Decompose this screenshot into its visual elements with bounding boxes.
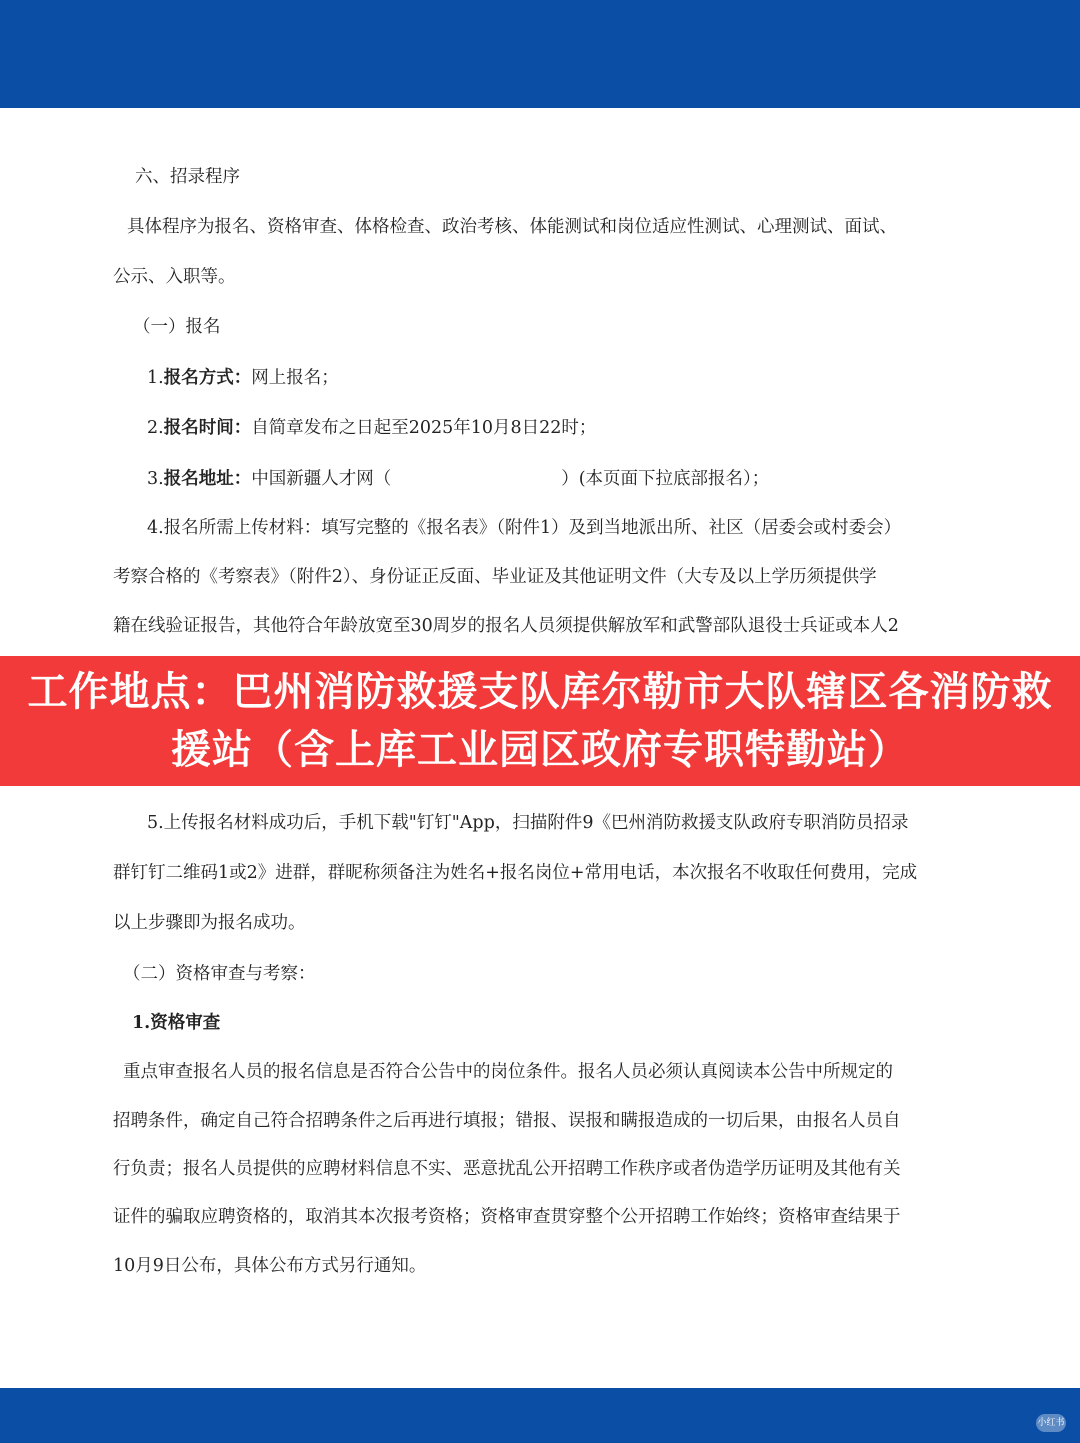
procedure-line-1: 具体程序为报名、资格审查、体格检查、政治考核、体能测试和岗位适应性测试、心理测试、面试、	[127, 217, 897, 237]
item-label: 报名时间：	[163, 418, 252, 438]
work-location-banner	[0, 656, 1080, 786]
review-line-3: 行负责；报名人员提供的应聘材料信息不实、恶意扰乱公开招聘工作秩序或者伪造学历证明及其他有关	[113, 1159, 901, 1179]
watermark-logo: 小红书	[1036, 1414, 1066, 1432]
item-text-a: 中国新疆人才网（	[251, 469, 392, 489]
review-line-1: 重点审查报名人员的报名信息是否符合公告中的岗位条件。报名人员必须认真阅读本公告中所规定的	[123, 1062, 893, 1082]
item-number: 1.	[147, 368, 164, 388]
bottom-blue-bar	[0, 1388, 1080, 1443]
procedure-line-2: 公示、入职等。	[113, 267, 236, 287]
subsection-registration-title: （一）报名	[133, 317, 221, 337]
item-text-b: ）(本页面下拉底部报名）；	[561, 469, 770, 489]
item-upload-line-1: 5.上传报名材料成功后，手机下载"钉钉"App，扫描附件9《巴州消防救援支队政府专职消防员招录	[147, 813, 909, 833]
item-upload-line-2: 群钉钉二维码1或2》进群，群昵称须备注为姓名+报名岗位+常用电话，本次报名不收取任何费用，完成	[113, 863, 918, 883]
review-line-2: 招聘条件，确定自己符合招聘条件之后再进行填报；错报、误报和瞒报造成的一切后果，由报名人员自	[113, 1111, 901, 1131]
item-materials-line-1: 4.报名所需上传材料：填写完整的《报名表》（附件1）及到当地派出所、社区（居委会或村委会）	[147, 518, 902, 538]
review-line-5: 10月9日公布，具体公布方式另行通知。	[113, 1256, 427, 1276]
section-title: 六、招录程序	[135, 167, 240, 187]
item-materials-line-2: 考察合格的《考察表》（附件2）、身份证正反面、毕业证及其他证明文件（大专及以上学历须提供学	[113, 567, 877, 587]
review-heading: 1.资格审查	[132, 1013, 221, 1033]
item-label: 报名地址：	[163, 469, 252, 489]
subsection-review-title: （二）资格审查与考察：	[123, 964, 316, 984]
item-materials-line-3: 籍在线验证报告，其他符合年龄放宽至30周岁的报名人员须提供解放军和武警部队退役士兵证或本人2	[113, 616, 899, 636]
item-number: 3.	[147, 469, 164, 489]
top-blue-bar	[0, 0, 1080, 108]
banner-line-1: 工作地点：巴州消防救援支队库尔勒市大队辖区各消防救	[27, 669, 1053, 715]
item-registration-time	[147, 416, 596, 440]
item-text: 网上报名；	[251, 368, 339, 388]
item-registration-address	[147, 467, 769, 491]
item-number: 2.	[147, 418, 164, 438]
review-line-4: 证件的骗取应聘资格的，取消其本次报考资格；资格审查贯穿整个公开招聘工作始终；资格审查结果于	[113, 1207, 901, 1227]
item-text: 自简章发布之日起至2025年10月8日22时；	[251, 418, 597, 438]
item-registration-method	[147, 366, 339, 390]
banner-line-2: 援站（含上库工业园区政府专职特勤站）	[171, 727, 909, 773]
item-label: 报名方式：	[163, 368, 252, 388]
item-upload-line-3: 以上步骤即为报名成功。	[113, 913, 306, 933]
